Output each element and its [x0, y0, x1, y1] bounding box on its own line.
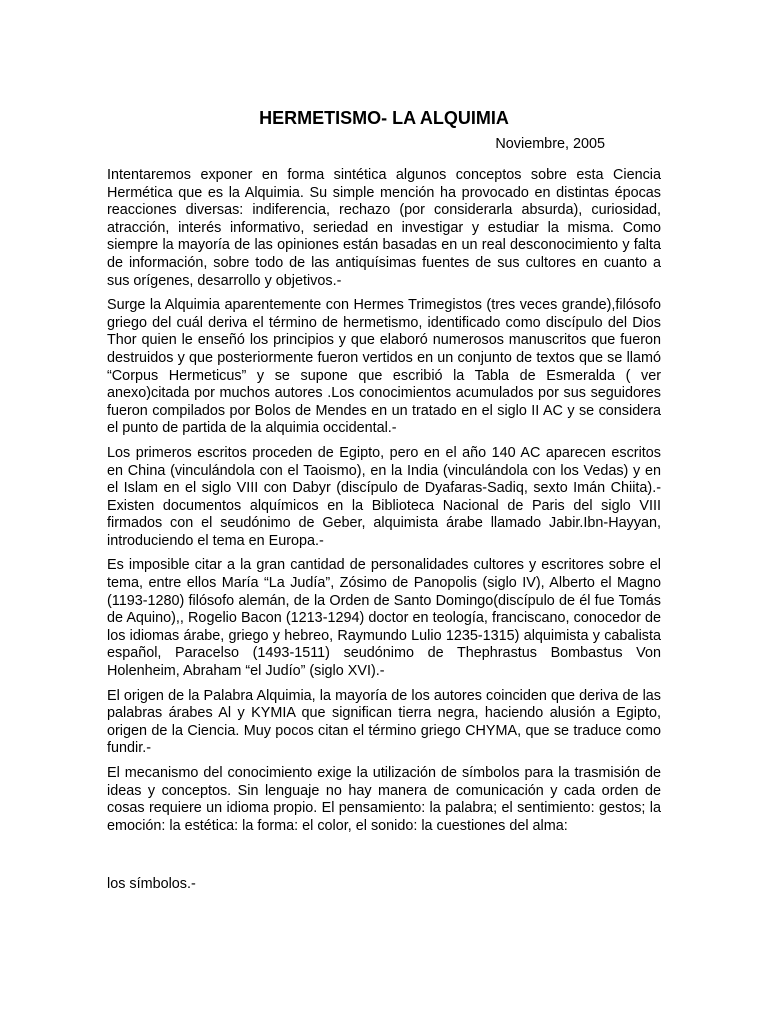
paragraph-symbols: El mecanismo del conocimiento exige la utilización de símbolos para la trasmisión de ideas y conceptos. Sin lenguaje no hay manera de comunicación y cada orden de cosas requiere un idioma propio. El pensamiento: la palabra; el sentimiento: gestos; la emoción: la estética: la forma: el color, el sonido: la cuestiones del alma:	[107, 765, 661, 834]
document-body	[107, 167, 661, 842]
paragraph-intro: Intentaremos exponer en forma sintética algunos conceptos sobre esta Ciencia Hermética que es la Alquimia. Su simple mención ha provocado en distintas épocas reacciones diversas: indiferencia, rechazo (por considerarla absurda), curiosidad, atracción, interés informativo, seriedad en investigar y estudiar la misma. Como siempre la mayoría de las opiniones están basadas en un real desconocimiento y falta de información, sobre todo de las antiquísimas fuentes de sus cultores en cuanto a sus orígenes, desarrollo y objetivos.-	[107, 167, 661, 289]
document-title: HERMETISMO- LA ALQUIMIA	[259, 108, 509, 128]
document-date: Noviembre, 2005	[495, 136, 605, 152]
paragraph-word-origin: El origen de la Palabra Alquimia, la mayoría de los autores coinciden que deriva de las palabras árabes Al y KYMIA que significan tierra negra, haciendo alusión a Egipto, origen de la Ciencia. Muy pocos citan el término griego CHYMA, que se traduce como fundir.-	[107, 687, 661, 757]
paragraph-early-writings: Los primeros escritos proceden de Egipto, pero en el año 140 AC aparecen escritos en China (vinculándola con el Taoismo), en la India (vinculándola con los Vedas) y en el Islam en el siglo VIII con Dabyr (discípulo de Dyafaras-Sadiq, sexto Imán Chiita).-Existen documentos alquímicos en la Biblioteca Nacional de Paris del siglo VIII firmados con el seudónimo de Geber, alquimista árabe llamado Jabir.Ibn-Hayyan, introduciendo el tema en Europa.-	[107, 444, 661, 549]
paragraph-personalities: Es imposible citar a la gran cantidad de personalidades cultores y escritores sobre el tema, entre ellos María “La Judía”, Zósimo de Panopolis (siglo IV), Alberto el Magno (1193-1280) filósofo alemán, de la Orden de Santo Domingo(discípulo de él fue Tomás de Aquino),, Rogelio Bacon (1213-1294) doctor en teología, franciscano, conocedor de los idiomas árabe, griego y hebreo, Raymundo Lulio 1235-1315) alquimista y cabalista español, Paracelso (1493-1511) seudónimo de Thephrastus Bombastus Von Holenheim, Abraham “el Judío” (siglo XVI).-	[107, 557, 661, 680]
paragraph-hermes: Surge la Alquimia aparentemente con Hermes Trimegistos (tres veces grande),filósofo griego del cuál deriva el término de hermetismo, identificado como discípulo del Dios Thor quien le enseñó los principios y que elaboró numerosos manuscritos que fueron destruidos y que posteriormente fueron vertidos en un conjunto de textos que se llamó “Corpus Hermeticus” y se supone que escribió la Tabla de Esmeralda ( ver anexo)citada por muchos autores .Los conocimientos acumulados por sus seguidores fueron compilados por Bolos de Mendes en un tratado en el siglo II AC y se considera el punto de partida de la alquimia occidental.-	[107, 297, 661, 437]
paragraph-final-line: los símbolos.-	[107, 876, 196, 892]
